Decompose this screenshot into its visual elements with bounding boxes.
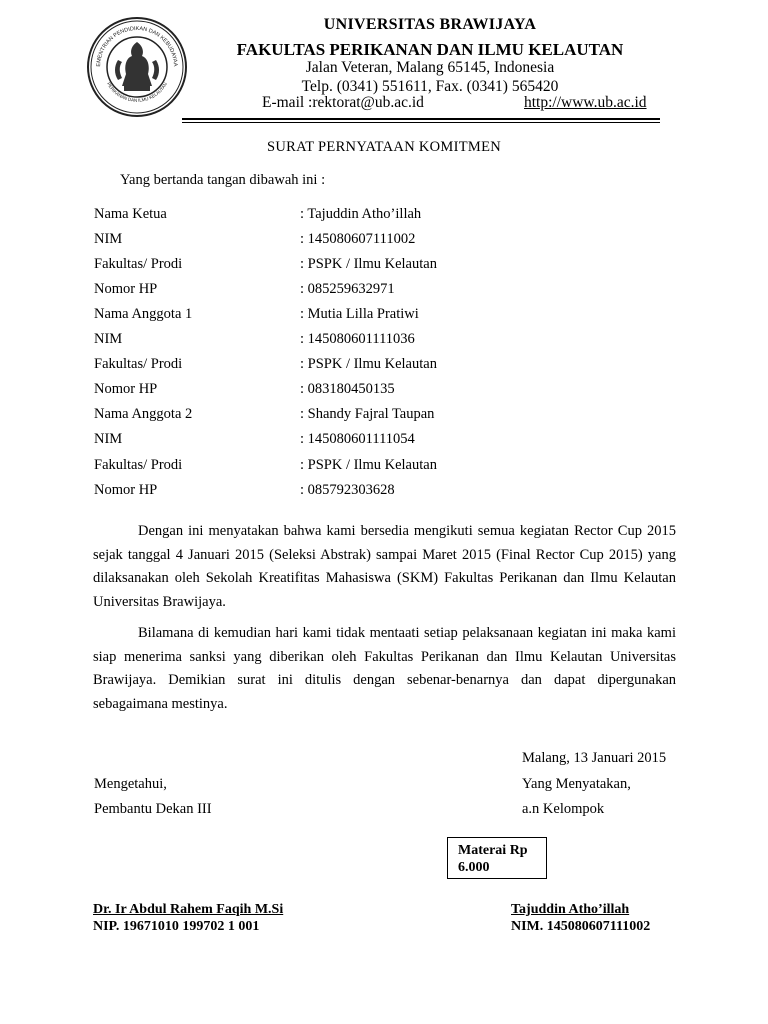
declarant-label: Yang Menyatakan, — [522, 776, 631, 792]
seal-ring-top-text: EMENTRIAN PENDIDIKAN DAN KEBUDAYAA — [95, 25, 179, 67]
website-link[interactable]: http://www.ub.ac.id — [524, 94, 647, 111]
field-value: : PSPK / Ilmu Kelautan — [300, 356, 437, 372]
field-label: Nama Ketua — [94, 206, 167, 222]
email-line: E-mail :rektorat@ub.ac.id — [262, 94, 424, 111]
faculty-name: FAKULTAS PERIKANAN DAN ILMU KELAUTAN — [236, 40, 624, 59]
field-value: : 145080601111036 — [300, 331, 415, 347]
field-label: Nomor HP — [94, 482, 158, 498]
document-title: SURAT PERNYATAAN KOMITMEN — [266, 139, 502, 155]
university-name: UNIVERSITAS BRAWIJAYA — [323, 16, 537, 33]
field-value: : 145080601111054 — [300, 431, 415, 447]
field-label: Nomor HP — [94, 381, 158, 397]
field-label: NIM — [94, 231, 123, 247]
field-label: NIM — [94, 431, 123, 447]
stamp-duty-amount: 6.000 — [458, 860, 490, 875]
header-rule-thick — [182, 118, 660, 120]
field-value: : Shandy Fajral Taupan — [300, 406, 435, 422]
stamp-duty-label: Materai Rp — [458, 843, 528, 858]
field-label: Nama Anggota 2 — [94, 406, 193, 422]
address-line: Jalan Veteran, Malang 65145, Indonesia — [305, 59, 555, 76]
approver-position: Pembantu Dekan III — [94, 801, 212, 817]
field-label: NIM — [94, 331, 123, 347]
field-value: : 085792303628 — [300, 482, 395, 498]
phone-fax-line: Telp. (0341) 551611, Fax. (0341) 565420 — [301, 78, 559, 95]
field-value: : 083180450135 — [300, 381, 395, 397]
field-label: Fakultas/ Prodi — [94, 356, 183, 372]
seal-ring-bottom-text: PERIKANAN DAN ILMU KELAUTAN — [105, 81, 169, 103]
field-label: Nama Anggota 1 — [94, 306, 193, 322]
stamp-duty-box — [447, 837, 547, 879]
approver-name: Dr. Ir Abdul Rahem Faqih M.Si — [93, 902, 284, 917]
header-rule-thin — [182, 122, 660, 123]
intro-text: Yang bertanda tangan dibawah ini : — [120, 172, 326, 188]
field-value: : Tajuddin Atho’illah — [300, 206, 422, 222]
declarant-name: Tajuddin Atho’illah — [511, 902, 630, 917]
field-value: : 145080607111002 — [300, 231, 416, 247]
field-value: : PSPK / Ilmu Kelautan — [300, 256, 437, 272]
approver-nip: NIP. 19671010 199702 1 001 — [93, 919, 260, 934]
field-label: Nomor HP — [94, 281, 158, 297]
commitment-paragraph: Dengan ini menyatakan bahwa kami bersedia mengikuti semua kegiatan Rector Cup 2015 sejak tanggal 4 Januari 2015 (Seleksi Abstrak) sampai Maret 2015 (Final Rector Cup 2015) yang dilaksanakan oleh Sekolah Kreatifitas Mahasiswa (SKM) Fakultas Perikanan dan Ilmu Kelautan Universitas Brawijaya. — [93, 523, 676, 610]
on-behalf-label: a.n Kelompok — [522, 801, 605, 817]
declarant-nim: NIM. 145080607111002 — [511, 919, 651, 934]
place-date: Malang, 13 Januari 2015 — [522, 750, 667, 766]
field-value: : Mutia Lilla Pratiwi — [300, 306, 419, 322]
field-value: : PSPK / Ilmu Kelautan — [300, 457, 437, 473]
field-value: : 085259632971 — [300, 281, 395, 297]
sanction-paragraph: Bilamana di kemudian hari kami tidak mentaati setiap pelaksanaan kegiatan ini maka kami siap menerima sanksi yang diberikan oleh Fakultas Perikanan dan Ilmu Kelautan Universitas Brawijaya. Demikian surat ini ditulis dengan sebenar-benarnya dan dapat dipergunakan sebagaimana mestinya. — [93, 625, 676, 712]
field-label: Fakultas/ Prodi — [94, 457, 183, 473]
field-label: Fakultas/ Prodi — [94, 256, 183, 272]
acknowledged-label: Mengetahui, — [94, 776, 167, 792]
university-seal-logo — [86, 16, 188, 118]
